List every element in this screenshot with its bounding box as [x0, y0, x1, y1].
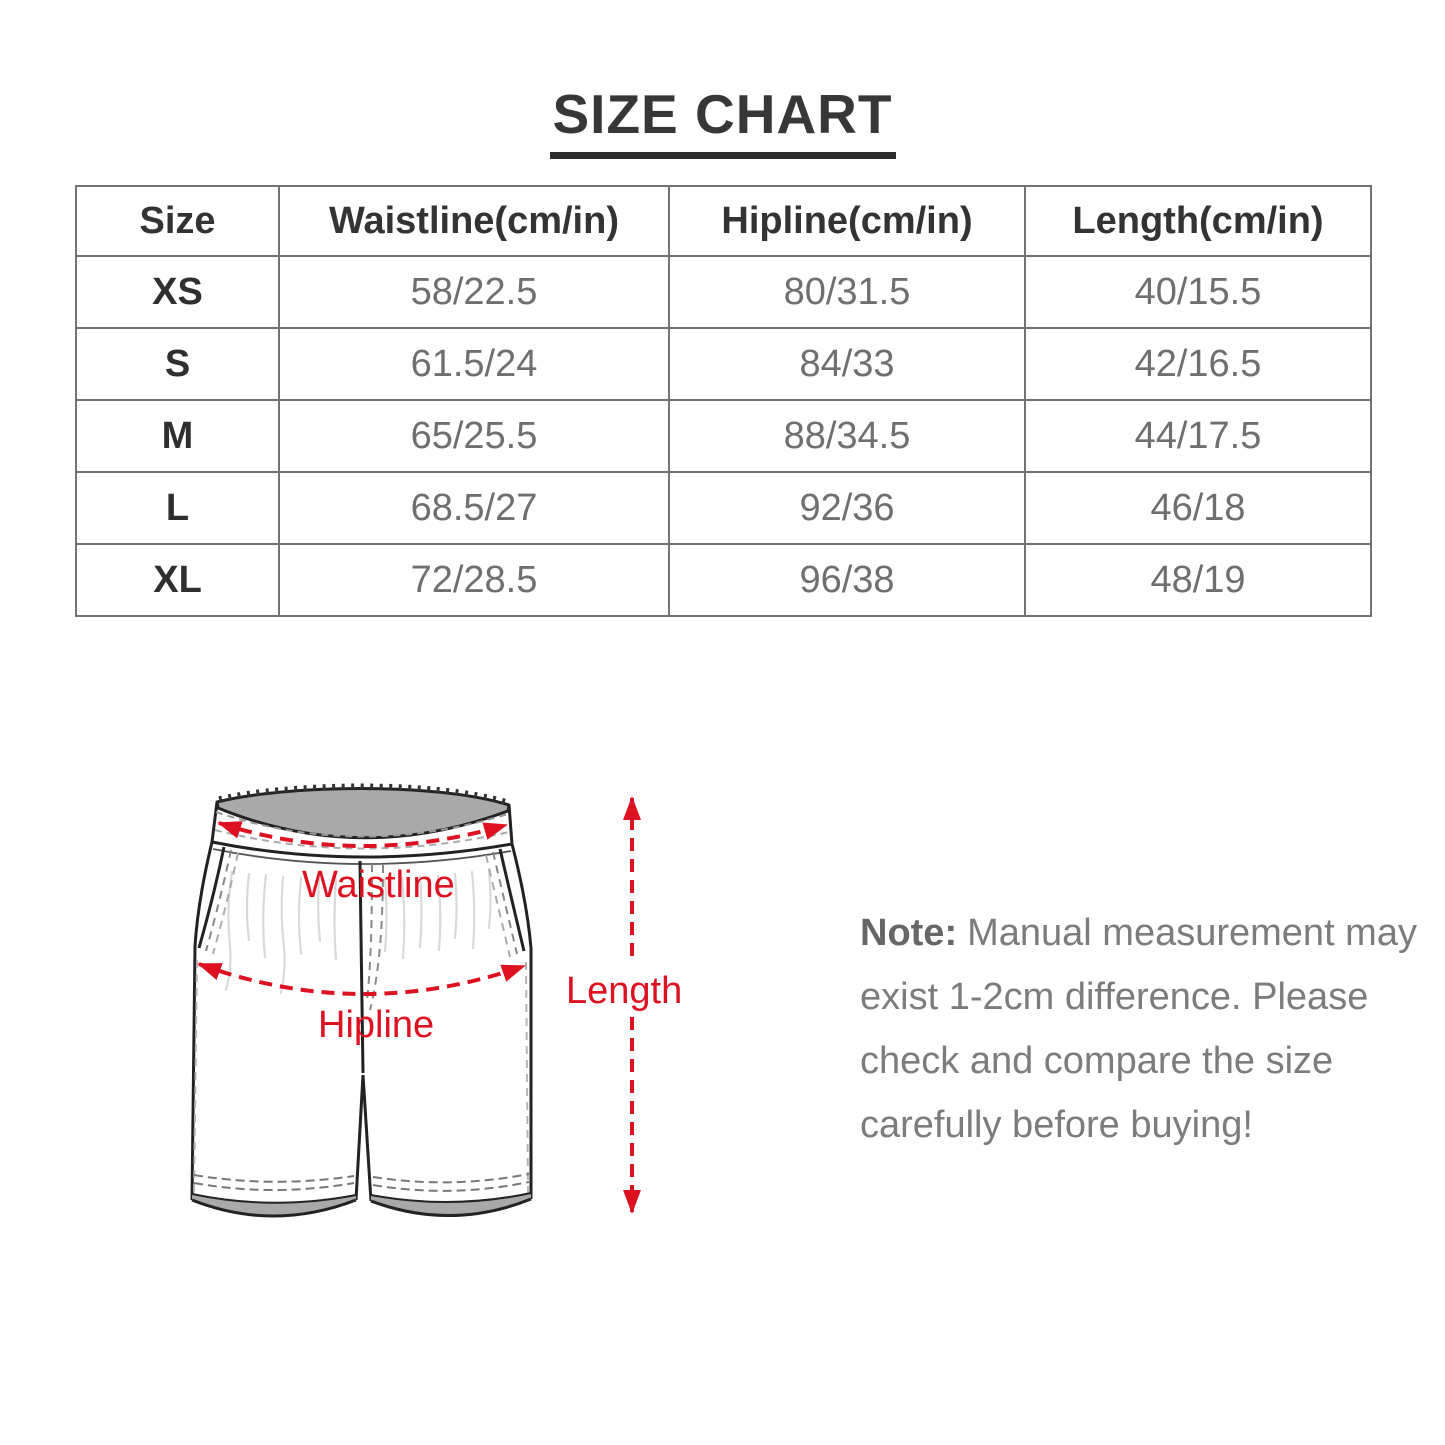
value-cell: 40/15.5: [1025, 256, 1371, 328]
note-line: carefully before buying!: [860, 1104, 1253, 1146]
value-cell: 92/36: [669, 472, 1025, 544]
value-cell: 96/38: [669, 544, 1025, 616]
value-cell: 68.5/27: [279, 472, 669, 544]
header-cell-hipline: Hipline(cm/in): [669, 186, 1025, 256]
header-cell-size: Size: [76, 186, 279, 256]
value-cell: 84/33: [669, 328, 1025, 400]
note-label: Note:: [860, 912, 958, 954]
size-chart-table: [75, 185, 1372, 617]
size-cell: M: [76, 400, 279, 472]
table-row: [76, 256, 1371, 328]
size-cell: L: [76, 472, 279, 544]
value-cell: 46/18: [1025, 472, 1371, 544]
size-cell: S: [76, 328, 279, 400]
note-line: Note: Manual measurement may: [860, 912, 1417, 954]
header-cell-waistline: Waistline(cm/in): [279, 186, 669, 256]
table-row: [76, 328, 1371, 400]
size-table-body: [76, 256, 1371, 616]
value-cell: 42/16.5: [1025, 328, 1371, 400]
note-text: [860, 901, 1420, 1157]
value-cell: 88/34.5: [669, 400, 1025, 472]
header-row: [76, 186, 1371, 256]
waistline-label: Waistline: [302, 864, 455, 906]
value-cell: 48/19: [1025, 544, 1371, 616]
value-cell: 44/17.5: [1025, 400, 1371, 472]
hipline-label: Hipline: [318, 1004, 435, 1046]
size-cell: XL: [76, 544, 279, 616]
waistband-top: [217, 789, 509, 838]
length-label: Length: [566, 970, 683, 1012]
value-cell: 61.5/24: [279, 328, 669, 400]
note-line: exist 1-2cm difference. Please: [860, 976, 1369, 1018]
header-cell-length: Length(cm/in): [1025, 186, 1371, 256]
note-line: check and compare the size: [860, 1040, 1334, 1082]
size-cell: XS: [76, 256, 279, 328]
value-cell: 65/25.5: [279, 400, 669, 472]
value-cell: 80/31.5: [669, 256, 1025, 328]
table-row: [76, 472, 1371, 544]
page-title: SIZE CHART: [550, 82, 896, 159]
value-cell: 72/28.5: [279, 544, 669, 616]
value-cell: 58/22.5: [279, 256, 669, 328]
table-row: [76, 400, 1371, 472]
table-row: [76, 544, 1371, 616]
